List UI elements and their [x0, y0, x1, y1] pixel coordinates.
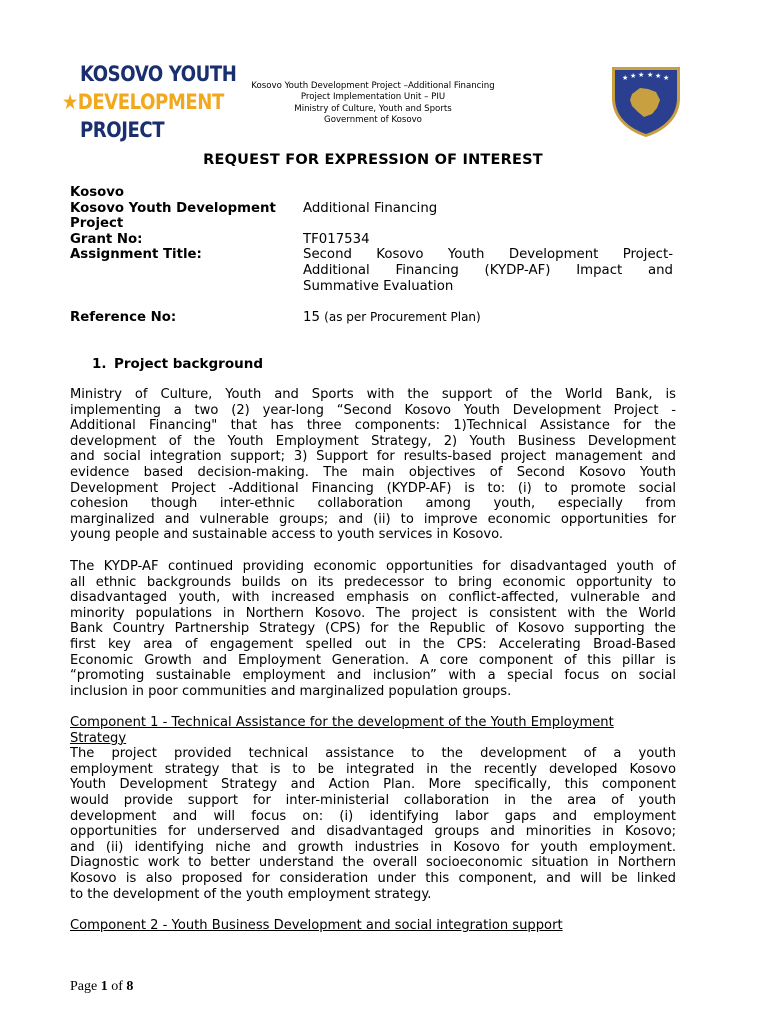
- paragraph-kydp-af: The KYDP-AF continued providing economic opportunities for disadvantaged youth of all ethnic backgrounds builds on its predecessor to bring economic opportunity to disadvantaged youth, with increased emphasis on conflict-affected, vulnerable and minority populations in Northern Kosovo. The project is consistent with the World Bank Country Partnership Strategy (CPS) for the Republic of Kosovo supporting the first key area of engagement spelled out in the CPS: Accelerating Broad-Based Economic Growth and Employment Generation. A core component of this pillar is “promoting sustainable employment and inclusion” with a special focus on social inclusion in poor communities and marginalized population groups.: [70, 559, 676, 699]
- svg-text:★: ★: [630, 72, 637, 80]
- component-2-section: [70, 918, 676, 934]
- logo-line-2: ★DEVELOPMENT: [62, 90, 224, 114]
- letterhead-line: Ministry of Culture, Youth and Sports: [294, 103, 452, 114]
- kosovo-coat-of-arms-icon: [610, 64, 682, 138]
- letterhead-line: Government of Kosovo: [324, 114, 422, 125]
- info-row-reference: [70, 310, 676, 326]
- info-row-project: [70, 201, 676, 232]
- logo-line-1: KOSOVO YOUTH: [80, 62, 237, 86]
- logo-line-3: PROJECT: [80, 118, 165, 142]
- assignment-value: Second Kosovo Youth Development Project- Additional Financing (KYDP-AF) Impact and Summative Evaluation: [303, 247, 673, 294]
- section-heading: 1. Project background: [92, 356, 264, 372]
- page-footer: Page 1 of 8: [70, 979, 134, 994]
- info-row-assignment: [70, 247, 676, 294]
- svg-text:★: ★: [622, 74, 629, 82]
- svg-text:★: ★: [647, 71, 654, 79]
- letterhead-line: Project Implementation Unit – PIU: [300, 92, 446, 103]
- letterhead-text: [228, 81, 518, 126]
- reference-label: Reference No:: [70, 310, 177, 326]
- document-title: REQUEST FOR EXPRESSION OF INTEREST: [203, 152, 543, 168]
- info-table: [70, 185, 676, 326]
- component-1-section: Component 1 - Technical Assistance for the development of the Youth Employment Strategy The project provided technical assistance to the development of a youth employment strategy that is to be integrated in the recently developed Kosovo Youth Development Strategy and Action Plan. More specifically, this component would provide support for inter-ministerial collaboration in the area of youth development and will focus on: (i) identifying labor gaps and employment opportunities for underserved and disadvantaged groups and minorities in Kosovo; and (ii) identifying niche and growth industries in Kosovo for youth employment. Diagnostic work to better understand the overall socioeconomic situation in Northern Kosovo is also proposed for consideration under this component, and will be linked to the development of the youth employment strategy.: [70, 715, 676, 902]
- letterhead-line: Kosovo Youth Development Project –Additional Financing: [251, 81, 495, 91]
- component-2-heading: Component 2 - Youth Business Development and social integration support: [70, 918, 563, 933]
- svg-text:★: ★: [655, 72, 662, 80]
- svg-text:★: ★: [638, 71, 645, 79]
- info-row-country: [70, 185, 676, 201]
- page-number: 1: [100, 979, 108, 994]
- star-icon: ★: [62, 90, 78, 114]
- country-label: Kosovo: [70, 185, 125, 200]
- grant-value: TF017534: [303, 231, 370, 247]
- project-value: Additional Financing: [303, 200, 438, 216]
- page-total: 8: [126, 979, 134, 994]
- project-label: Kosovo Youth Development Project: [70, 200, 276, 232]
- kydp-logo: [62, 60, 237, 146]
- svg-text:★: ★: [663, 74, 670, 82]
- component-1-heading: Component 1 - Technical Assistance for the development of the Youth Employment: [70, 715, 614, 730]
- info-row-grant: [70, 232, 676, 248]
- reference-value: 15 (as per Procurement Plan): [303, 310, 481, 326]
- grant-label: Grant No:: [70, 231, 143, 247]
- assignment-label: Assignment Title:: [70, 247, 202, 263]
- paragraph-background: Ministry of Culture, Youth and Sports with the support of the World Bank, is implementing a two (2) year-long “Second Kosovo Youth Development Project - Additional Financing" that has three components: 1)Technical Assistance for the development of the Youth Employment Strategy, 2) Youth Business Development and social integration support; 3) Support for results-based project management and evidence based decision-making. The main objectives of Second Kosovo Youth Development Project -Additional Financing (KYDP-AF) is to: (i) to promote social cohesion though inter-ethnic collaboration among youth, especially from marginalized and vulnerable groups; and (ii) to improve economic opportunities for young people and sustainable access to youth services in Kosovo.: [70, 387, 676, 543]
